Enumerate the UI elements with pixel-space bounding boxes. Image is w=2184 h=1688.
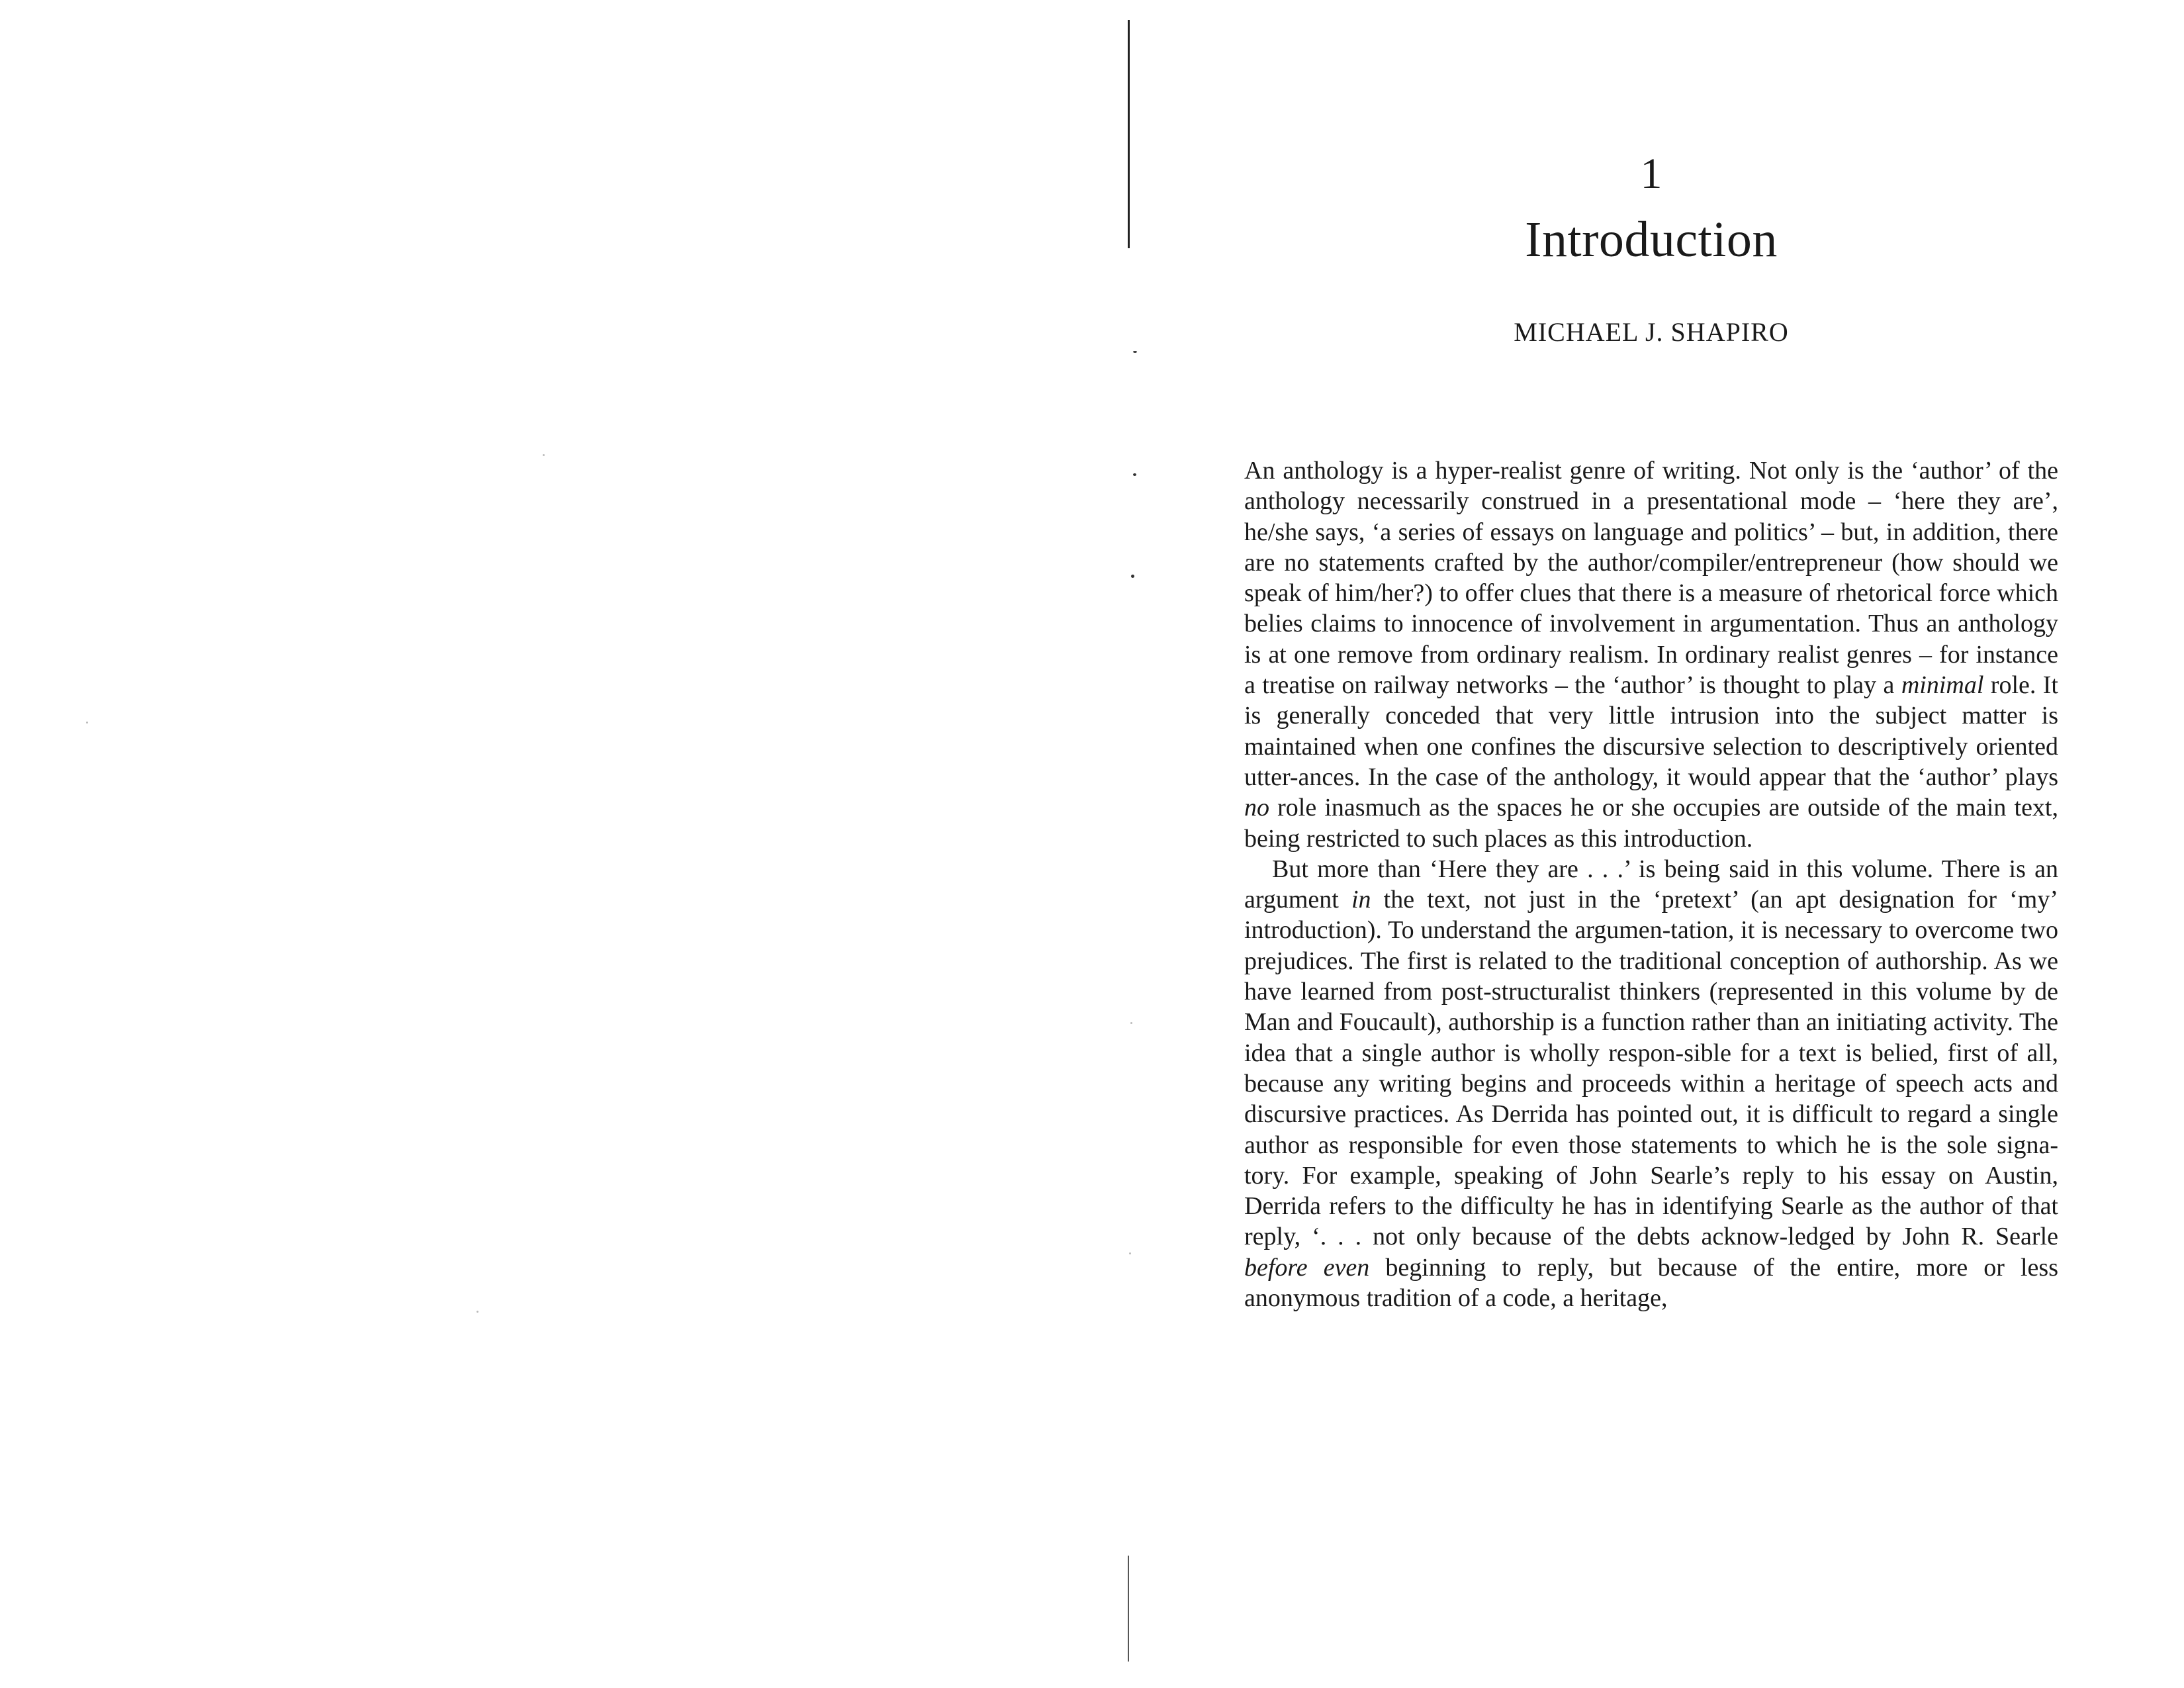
gutter-speck: [1129, 1252, 1131, 1254]
chapter-title: Introduction: [1525, 212, 1778, 267]
gutter-speck: [1131, 575, 1134, 578]
chapter-number: 1: [1640, 150, 1662, 198]
gutter-line-bottom: [1128, 1556, 1129, 1662]
text-run: beginning to reply, but because of the entire, more or less anonymous tradition of a code, a heritage,: [1244, 1253, 2058, 1313]
gutter-speck: [1133, 473, 1136, 476]
gutter-speck: [1133, 351, 1137, 353]
gutter-line-top: [1128, 20, 1130, 248]
paragraph-2: [1244, 854, 2058, 1313]
paragraph-1: [1244, 455, 2058, 854]
text-run-italic: no: [1244, 794, 1269, 822]
text-run: role inasmuch as the spaces he or she occupies are outside of the main text, being restricted to such places as this introduction.: [1244, 794, 2058, 853]
text-run: But more than ‘Here they are . . .’ is being said in this volume. There is an argument: [1244, 855, 2058, 914]
text-run-italic: minimal: [1901, 671, 1984, 700]
text-run: role. It is generally conceded that very little intrusion into the subject matter is maintained when one confines the discursive selection to descriptively oriented utter-ances. In the case of the anthology, it would appear that the ‘author’ plays: [1244, 671, 2058, 791]
text-run-italic: before even: [1244, 1253, 1370, 1282]
chapter-body: [1244, 455, 2058, 1313]
text-run: An anthology is a hyper-realist genre of writing. Not only is the ‘author’ of the anthology necessarily construed in a presentational mode – ‘here they are’, he/she says, ‘a series of essays on language and politics’ – but, in addition, there are no statements crafted by the author/compiler/entrepreneur (how should we speak of him/her?) to offer clues that there is a measure of rhetorical force which belies claims to innocence of involvement in argumentation. Thus an anthology is at one remove from ordinary realism. In ordinary realist genres – for instance a treatise on railway networks – the ‘author’ is thought to play a: [1244, 457, 2058, 700]
gutter-speck: [1130, 1022, 1132, 1024]
text-run: the text, not just in the ‘pretext’ (an apt designation for ‘my’ introduction). To understand the argumen-tation, it is necessary to overcome two prejudices. The first is related to the traditional conception of authorship. As we have learned from post-structuralist thinkers (represented in this volume by de Man and Foucault), authorship is a function rather than an initiating activity. The idea that a single author is wholly respon-sible for a text is belied, first of all, because any writing begins and proceeds within a heritage of speech acts and discursive practices. As Derrida has pointed out, it is difficult to regard a single author as responsible for even those statements to which he is the sole signa-tory. For example, speaking of John Searle’s reply to his essay on Austin, Derrida refers to the difficulty he has in identifying Searle as the author of that reply, ‘. . . not only because of the debts acknow-ledged by John R. Searle: [1244, 886, 2058, 1251]
chapter-author: MICHAEL J. SHAPIRO: [1514, 317, 1789, 347]
text-run-italic: in: [1351, 886, 1371, 914]
